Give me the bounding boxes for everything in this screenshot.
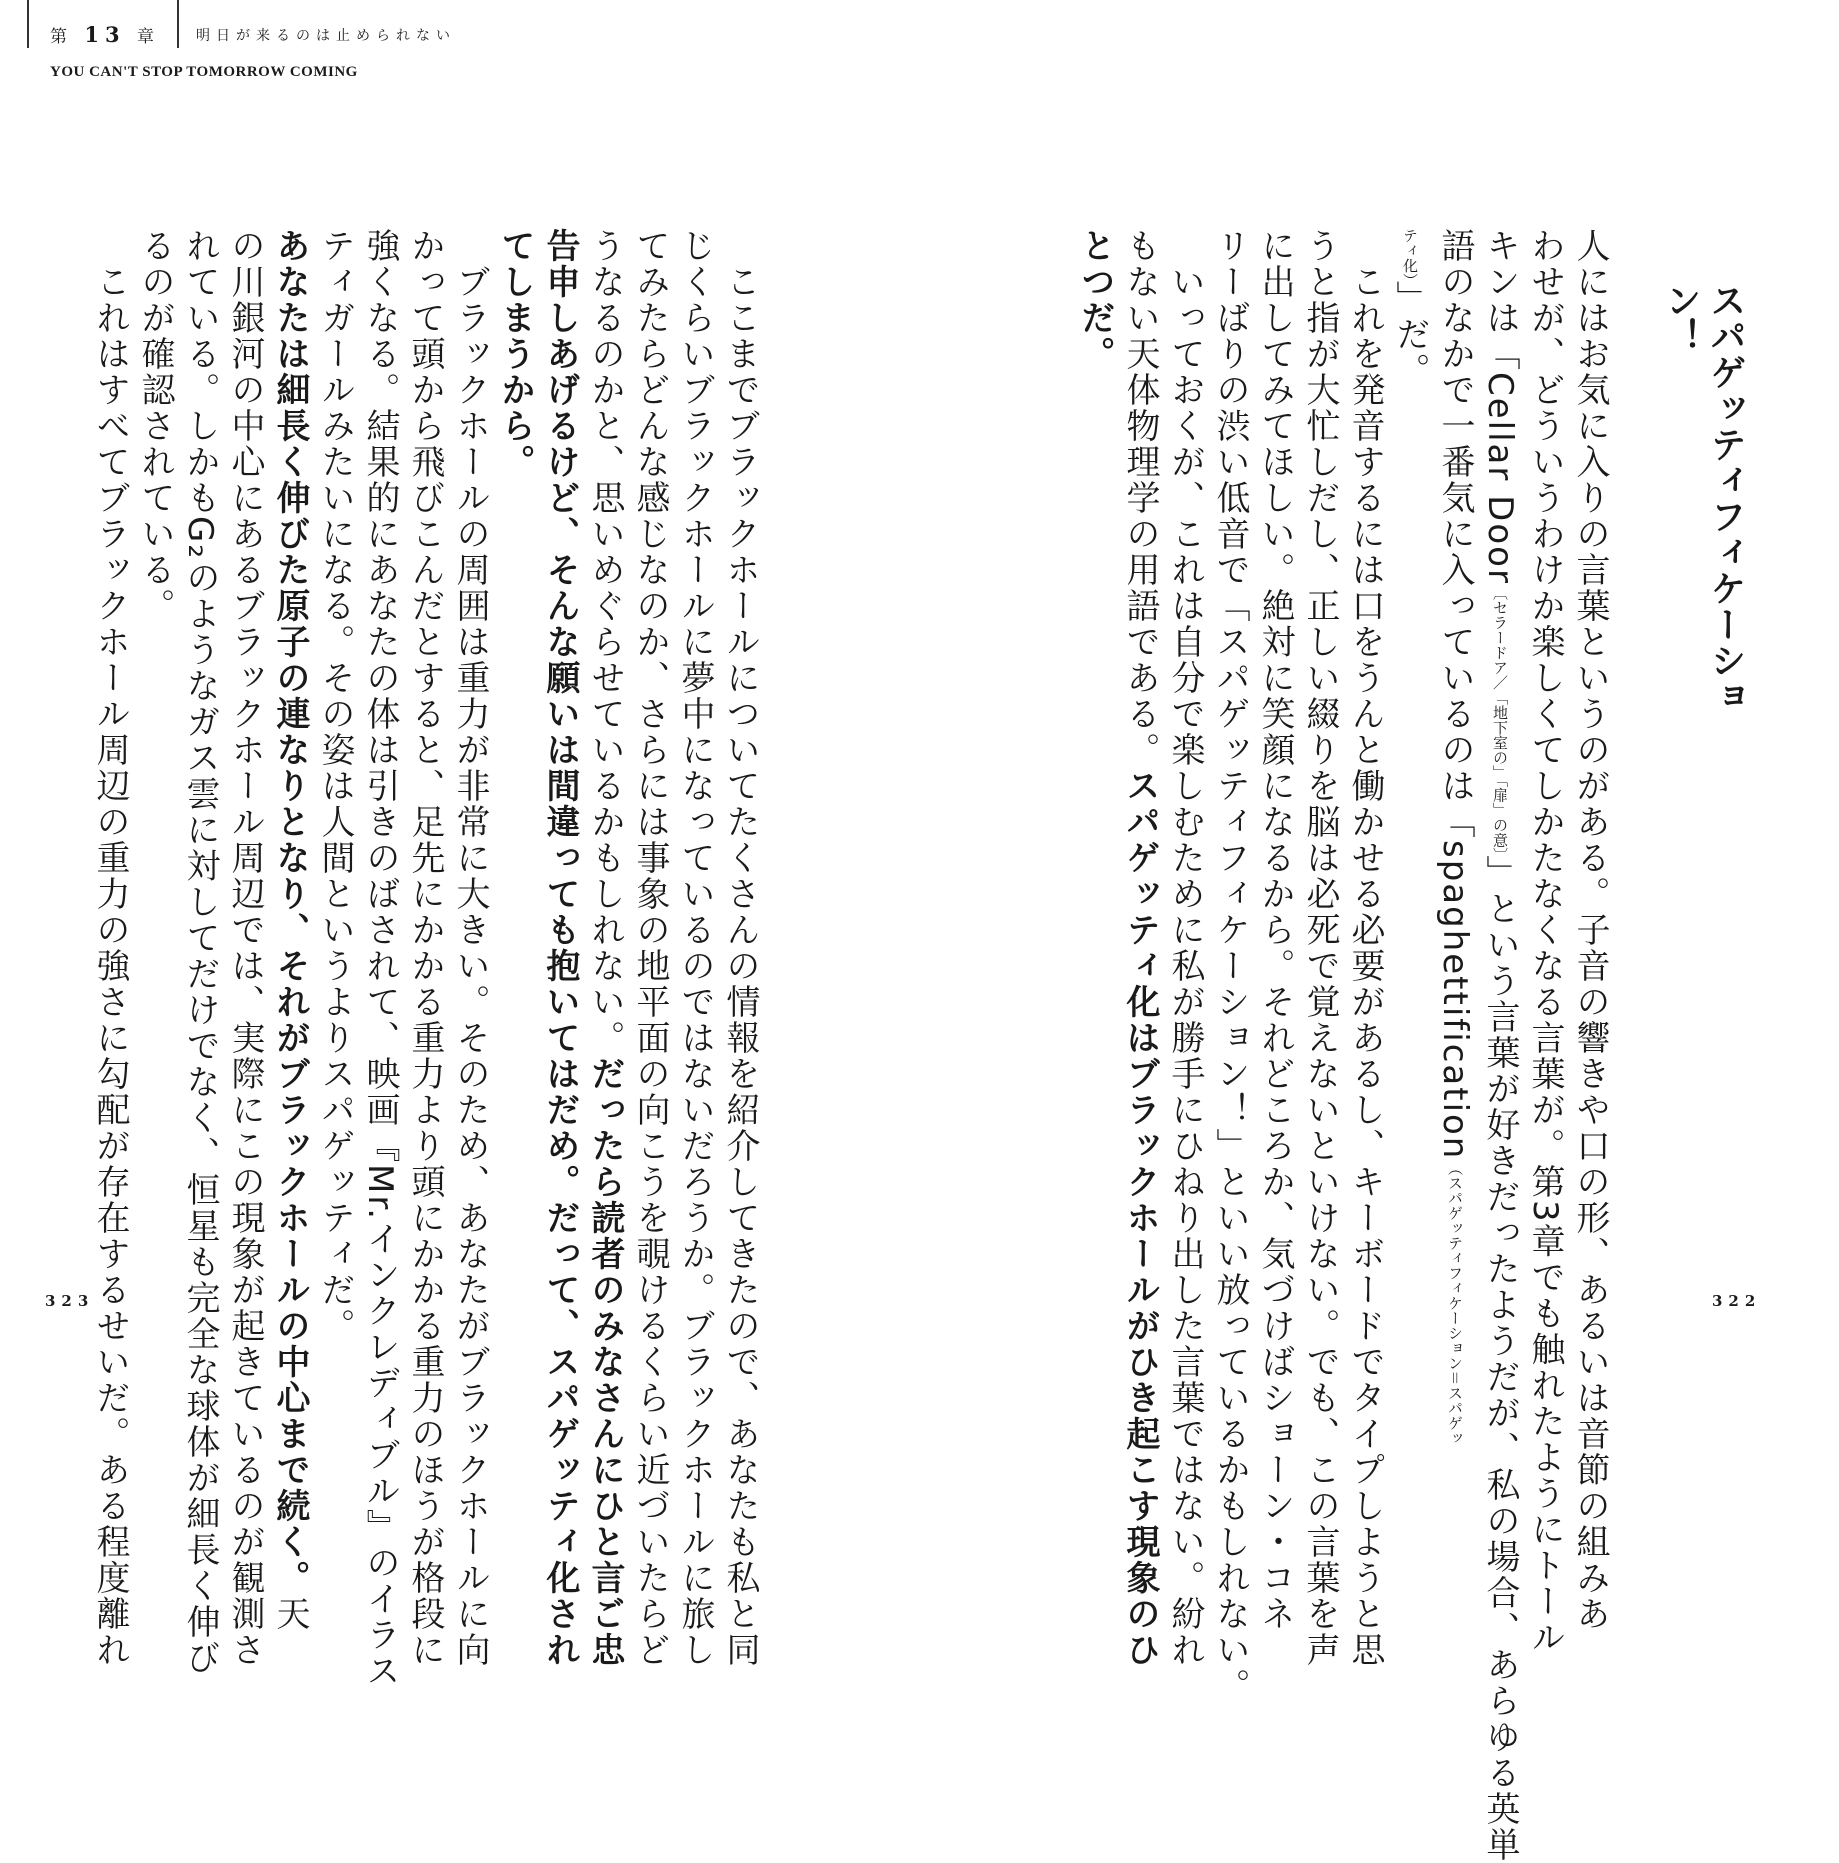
page-number-right: 322: [1712, 1292, 1762, 1310]
text-line: [1342, 228, 1387, 1668]
text-line: [402, 228, 447, 1668]
text-line: [537, 228, 582, 1668]
text-line: [357, 228, 402, 1689]
text-line: [717, 228, 762, 1668]
body-text: 天: [270, 1596, 310, 1632]
left-page-body: [87, 228, 762, 1689]
chapter-title-english: YOU CAN'T STOP TOMORROW COMING: [50, 64, 358, 80]
body-text: れている。しかもG₂のようなガス雲に対してだけでなく、恒星も完全な球体が細長く伸び: [180, 228, 220, 1676]
header-rule-left: [27, 0, 29, 48]
body-text: に出してみてほしい。絶対に笑顔になるから。それどころか、気づけばショーン・コネ: [1255, 228, 1295, 1632]
text-line: [672, 228, 717, 1668]
body-text: 語のなかで一番気に入っているのは「spaghettification: [1435, 228, 1475, 1161]
annotation-text: 〔セラードア／「地下室の」「扉」の意〕: [1491, 584, 1509, 855]
body-text: 」という言葉が好きだったようだが、私の場合、あらゆる英単: [1480, 854, 1520, 1863]
body-text: これを発音するには口をうんと働かせる必要があるし、キーボードでタイプしようと思: [1345, 228, 1385, 1668]
text-line: [582, 228, 627, 1668]
text-line: [87, 228, 132, 1668]
body-text: の川銀河の中心にあるブラックホール周辺では、実際にこの現象が起きているのが観測さ: [225, 228, 265, 1668]
body-text: 人にはお気に入りの言葉というのがある。子音の響きや口の形、あるいは音節の組みあ: [1570, 228, 1610, 1632]
body-text: じくらいブラックホールに夢中になっているのではないだろうか。ブラックホールに旅し: [675, 228, 715, 1668]
chapter-label: 第: [50, 27, 73, 47]
body-text: うなるのかと、思いめぐらせているかもしれない。: [585, 228, 625, 1056]
annotation-text: ティ化）: [1401, 228, 1419, 281]
body-text: うと指が大忙しだし、正しい綴りを脳は必死で覚えないといけない。でも、この言葉を声: [1300, 228, 1340, 1668]
body-text: 」だ。: [1390, 280, 1430, 389]
emphasized-text: てしまうから。: [495, 228, 535, 480]
chapter-number: [50, 22, 160, 47]
body-text: わせが、どういうわけか楽しくてしかたなくなる言葉が。第3章でも触れたようにトール: [1525, 228, 1565, 1656]
text-line: [177, 228, 222, 1676]
body-text: てみたらどんな感じなのか、さらには事象の地平面の向こうを覗けるくらい近づいたらど: [630, 228, 670, 1668]
text-line: [222, 228, 267, 1668]
body-text: いっておくが、これは自分で楽しむために私が勝手にひねり出した言葉ではない。紛れ: [1165, 228, 1205, 1668]
emphasized-text: スパゲッティ化はブラックホールがひき起こす現象のひ: [1120, 768, 1160, 1668]
body-text: かって頭から飛びこんだとすると、足先にかかる重力より頭にかかる重力のほうが格段に: [405, 228, 445, 1668]
text-line: [1252, 228, 1297, 1632]
body-text: リーばりの渋い低音で「スパゲッティフィケーション！」といい放っているかもしれない。: [1210, 228, 1250, 1704]
emphasized-text: とつだ。: [1075, 228, 1115, 372]
chapter-number-value: 13: [84, 22, 126, 47]
text-line: [492, 228, 537, 1208]
text-line: [1207, 228, 1252, 1704]
text-line: [1072, 228, 1117, 1208]
text-line: [267, 228, 312, 1632]
text-line: [447, 228, 492, 1668]
body-text: キンは「Cellar Door: [1480, 228, 1520, 585]
text-line: [627, 228, 672, 1668]
right-page-body: [1072, 228, 1612, 1863]
text-line: [1162, 228, 1207, 1668]
text-line: [1477, 228, 1522, 1863]
text-line: [1432, 228, 1477, 1446]
body-text: ブラックホールの周囲は重力が非常に大きい。そのため、あなたがブラックホールに向: [450, 228, 490, 1668]
emphasized-text: 告申しあげるけど、そんな願いは間違っても抱いてはだめ。だって、スパゲッティ化され: [540, 228, 580, 1668]
body-text: ここまでブラックホールについてたくさんの情報を紹介してきたので、あなたも私と同: [720, 228, 760, 1668]
emphasized-text: あなたは細長く伸びた原子の連なりとなり、それがブラックホールの中心まで続く。: [270, 228, 310, 1596]
text-line: [1117, 228, 1162, 1668]
body-text: もない天体物理学の用語である。: [1120, 228, 1160, 768]
section-title: スパゲッティフィケーション！: [1660, 282, 1746, 714]
body-text: これはすべてブラックホール周辺の重力の強さに勾配が存在するせいだ。ある程度離れ: [90, 228, 130, 1668]
body-text: ティガールみたいになる。その姿は人間というよりスパゲッティだ。: [315, 228, 355, 1344]
chapter-suffix: 章: [137, 27, 161, 47]
header-rule-divider: [177, 0, 179, 48]
text-line: [1297, 228, 1342, 1668]
text-line: [1387, 228, 1432, 1208]
emphasized-text: だったら読者のみなさんにひと言ご忠: [585, 1056, 625, 1668]
text-line: [312, 228, 357, 1344]
text-line: [132, 228, 177, 1208]
text-line: [1567, 228, 1612, 1632]
body-text: るのが確認されている。: [135, 228, 175, 624]
chapter-title: 明日が来るのは止められない: [196, 28, 456, 44]
page-number-left: 323: [45, 1292, 95, 1310]
text-line: [1522, 228, 1567, 1656]
body-text: 強くなる。結果的にあなたの体は引きのばされて、映画『Mr.インクレディブル』のイラス: [360, 228, 400, 1689]
annotation-text: （スパゲッティフィケーション＝スパゲッ: [1446, 1160, 1464, 1446]
